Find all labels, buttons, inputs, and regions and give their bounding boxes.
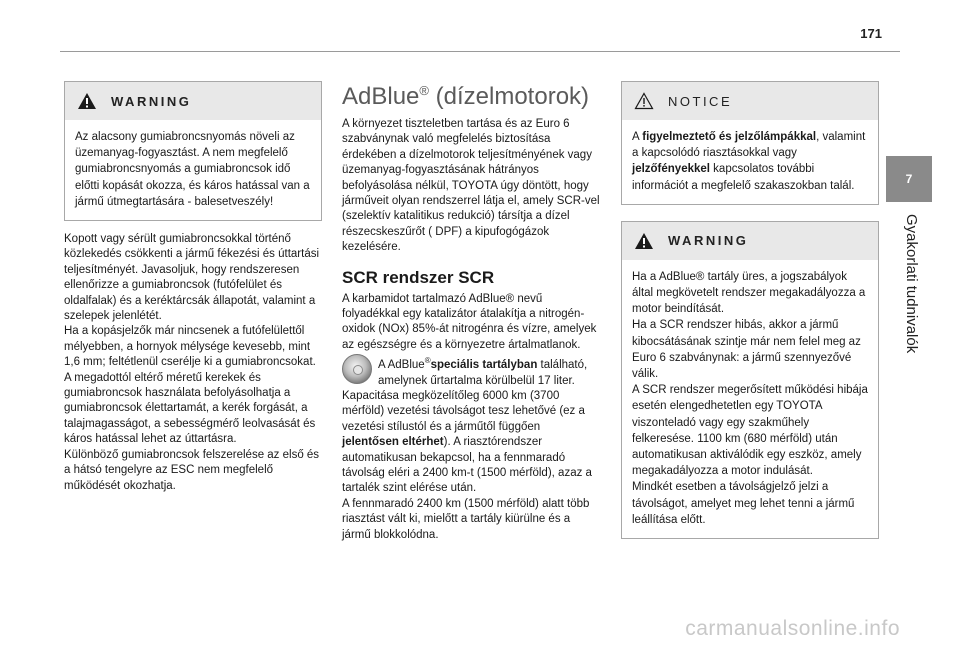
- warning-box-scr: [621, 221, 879, 539]
- paragraph: Ha a kopásjelzők már nincsenek a futófelülettől mélyebben, a hornyok mélysége kevesebb, mint 1,6 mm; feltétlenül cserélje ki a gumiabroncsokat.: [64, 325, 316, 369]
- tank-text-bold: speciális tartályban: [430, 359, 538, 372]
- notice-triangle-icon: [634, 92, 654, 110]
- section-heading-adblue: [342, 83, 600, 111]
- adblue-filler-knob-icon: [342, 354, 372, 384]
- warning-label: WARNING: [111, 93, 192, 109]
- tank-text-end: található, amelynek űrtartalma körülbelül 17 liter.: [378, 359, 588, 387]
- capacity-bold: jelentősen eltérhet: [342, 436, 444, 449]
- warning-text: Az alacsony gumiabroncsnyomás növeli az üzemanyag-fogyasztást. A nem megfelelő gumiabroncsnyomás a gumiabroncsok idő előtti kopását okozza, és káros hatással van a jármű útmegtartására - balesetveszély!: [75, 131, 310, 208]
- registered-mark: ®: [424, 356, 431, 366]
- warning-line: A SCR rendszer megerősített működési hibája esetén elengedhetetlen egy TOYOTA viszonteladó vagy egy szakműhely felkeresése. 1100 km (680 mérföld) után automatikusan aktiválódik egy eszköz, amely megakadályozza a motor indulását.: [632, 384, 868, 478]
- tire-paragraphs: [64, 232, 322, 494]
- column-3: [621, 81, 879, 539]
- chapter-title: Gyakorlati tudnivalók: [903, 214, 920, 354]
- notice-box-header: [622, 82, 878, 120]
- tank-text-start: A AdBlue: [378, 359, 425, 372]
- paragraph: Kopott vagy sérült gumiabroncsokkal történő közlekedés csökkenti a jármű fékezési és úttartási teljesítményét. Javasoljuk, hogy rendszeresen ellenőrizze a gumiabroncsok (futófelület és oldalfalak) és a keréktárcsák állapotát, valamint a szelepek jelenlétét.: [64, 233, 320, 323]
- warning-label: WARNING: [668, 233, 749, 249]
- notice-text-part: A: [632, 131, 643, 143]
- warning-line: Ha a SCR rendszer hibás, akkor a jármű kibocsátásának szintje már nem felel meg az Euro 6 szabványnak: a jármű szennyezővé válik.: [632, 319, 861, 381]
- notice-bold: figyelmeztető és jelzőlámpákkal: [642, 131, 817, 143]
- warning-box: [64, 81, 322, 221]
- tank-info-text: [378, 353, 600, 389]
- warning-line: Mindkét esetben a távolságjelző jelzi a távolságot, amelyet meg lehet tenni a jármű leállítása előtt.: [632, 481, 855, 526]
- warning-line: Ha a AdBlue® tartály üres, a jogszabályok által megkövetelt rendszer megakadályozza a motor beindítását.: [632, 270, 866, 316]
- page-number: 171: [860, 26, 882, 41]
- notice-label: NOTICE: [668, 93, 733, 109]
- registered-mark: ®: [419, 83, 429, 98]
- capacity-paragraph: [342, 389, 600, 497]
- notice-text: [622, 120, 878, 204]
- capacity-end: ). A riasztórendszer automatikusan bekapcsol, ha a fennmaradó távolság eléri a 2400 km-t (1500 mérföld), azaz a tartalék szint elérése után.: [342, 436, 592, 495]
- notice-box: [621, 81, 879, 205]
- header-rule: [60, 51, 900, 52]
- adblue-intro: A környezet tiszteletben tartása és az Euro 6 szabványnak való megfelelés biztosítása érdekében a dízelmotorok teljesítményének vagy üzemanyag-fogyasztásának hátrányos befolyásolása nélkül, TOYOTA úgy döntött, hogy járműveit olyan rendszerrel látja el, amely SCR-vel (szelektív katalitikus redukció) társítja a dízel részecskeszűrőt ( DPF) a kipufogógázok kezelésére.: [342, 118, 600, 254]
- tank-info: [342, 353, 600, 389]
- capacity-text: Kapacitása megközelítőleg 6000 km (3700 mérföld) vezetési távolságot tesz lehetővé (ez a vezetési stílustól és a járműtől függően: [342, 389, 585, 433]
- paragraph: Különböző gumiabroncsok felszerelése az első és a hátsó tengelyre az ESC nem megfelelő működését okozhatja.: [64, 448, 320, 492]
- warning-triangle-icon: [77, 92, 97, 110]
- notice-text-part: , valamint a kapcsolódó riasztásokkal vagy: [632, 131, 866, 160]
- paragraph: A megadottól eltérő méretű kerekek és gumiabroncsok használata befolyásolhatja a gumiabroncsok élettartamát, a kerék forgását, a talajmagasságot, a sebességmérő leolvasását és káros hatással lehet az úttartásra.: [64, 371, 316, 446]
- warning-text: [622, 260, 878, 538]
- warning-box-header: [65, 82, 321, 120]
- heading-main: AdBlue: [342, 83, 420, 110]
- remaining-paragraph: A fennmaradó 2400 km (1500 mérföld) alatt több riasztást vált ki, mielőtt a tartály kiürülne és a jármű blokkolódna.: [342, 497, 590, 541]
- watermark: carmanualsonline.info: [685, 617, 900, 640]
- chapter-tab[interactable]: 7: [886, 156, 932, 202]
- warning-box-header: [622, 222, 878, 260]
- heading-rest: (dízelmotorok): [428, 83, 590, 110]
- warning-triangle-icon: [634, 232, 654, 250]
- column-1: [64, 81, 322, 494]
- notice-text-part: kapcsolatos további információt a megfelelő szakaszokban talál.: [632, 163, 855, 192]
- notice-bold: jelzőfényekkel: [632, 163, 710, 176]
- scr-paragraph: A karbamidot tartalmazó AdBlue® nevű folyadékkal egy katalizátor átalakítja a nitrogén-oxidok (NOx) 85%-át nitrogénra és vízre, amelyek az egészségre és a környezetre ártalmatlanok.: [342, 292, 597, 351]
- column-2: [342, 81, 600, 543]
- subheading-scr: SCR rendszer SCR: [342, 267, 495, 287]
